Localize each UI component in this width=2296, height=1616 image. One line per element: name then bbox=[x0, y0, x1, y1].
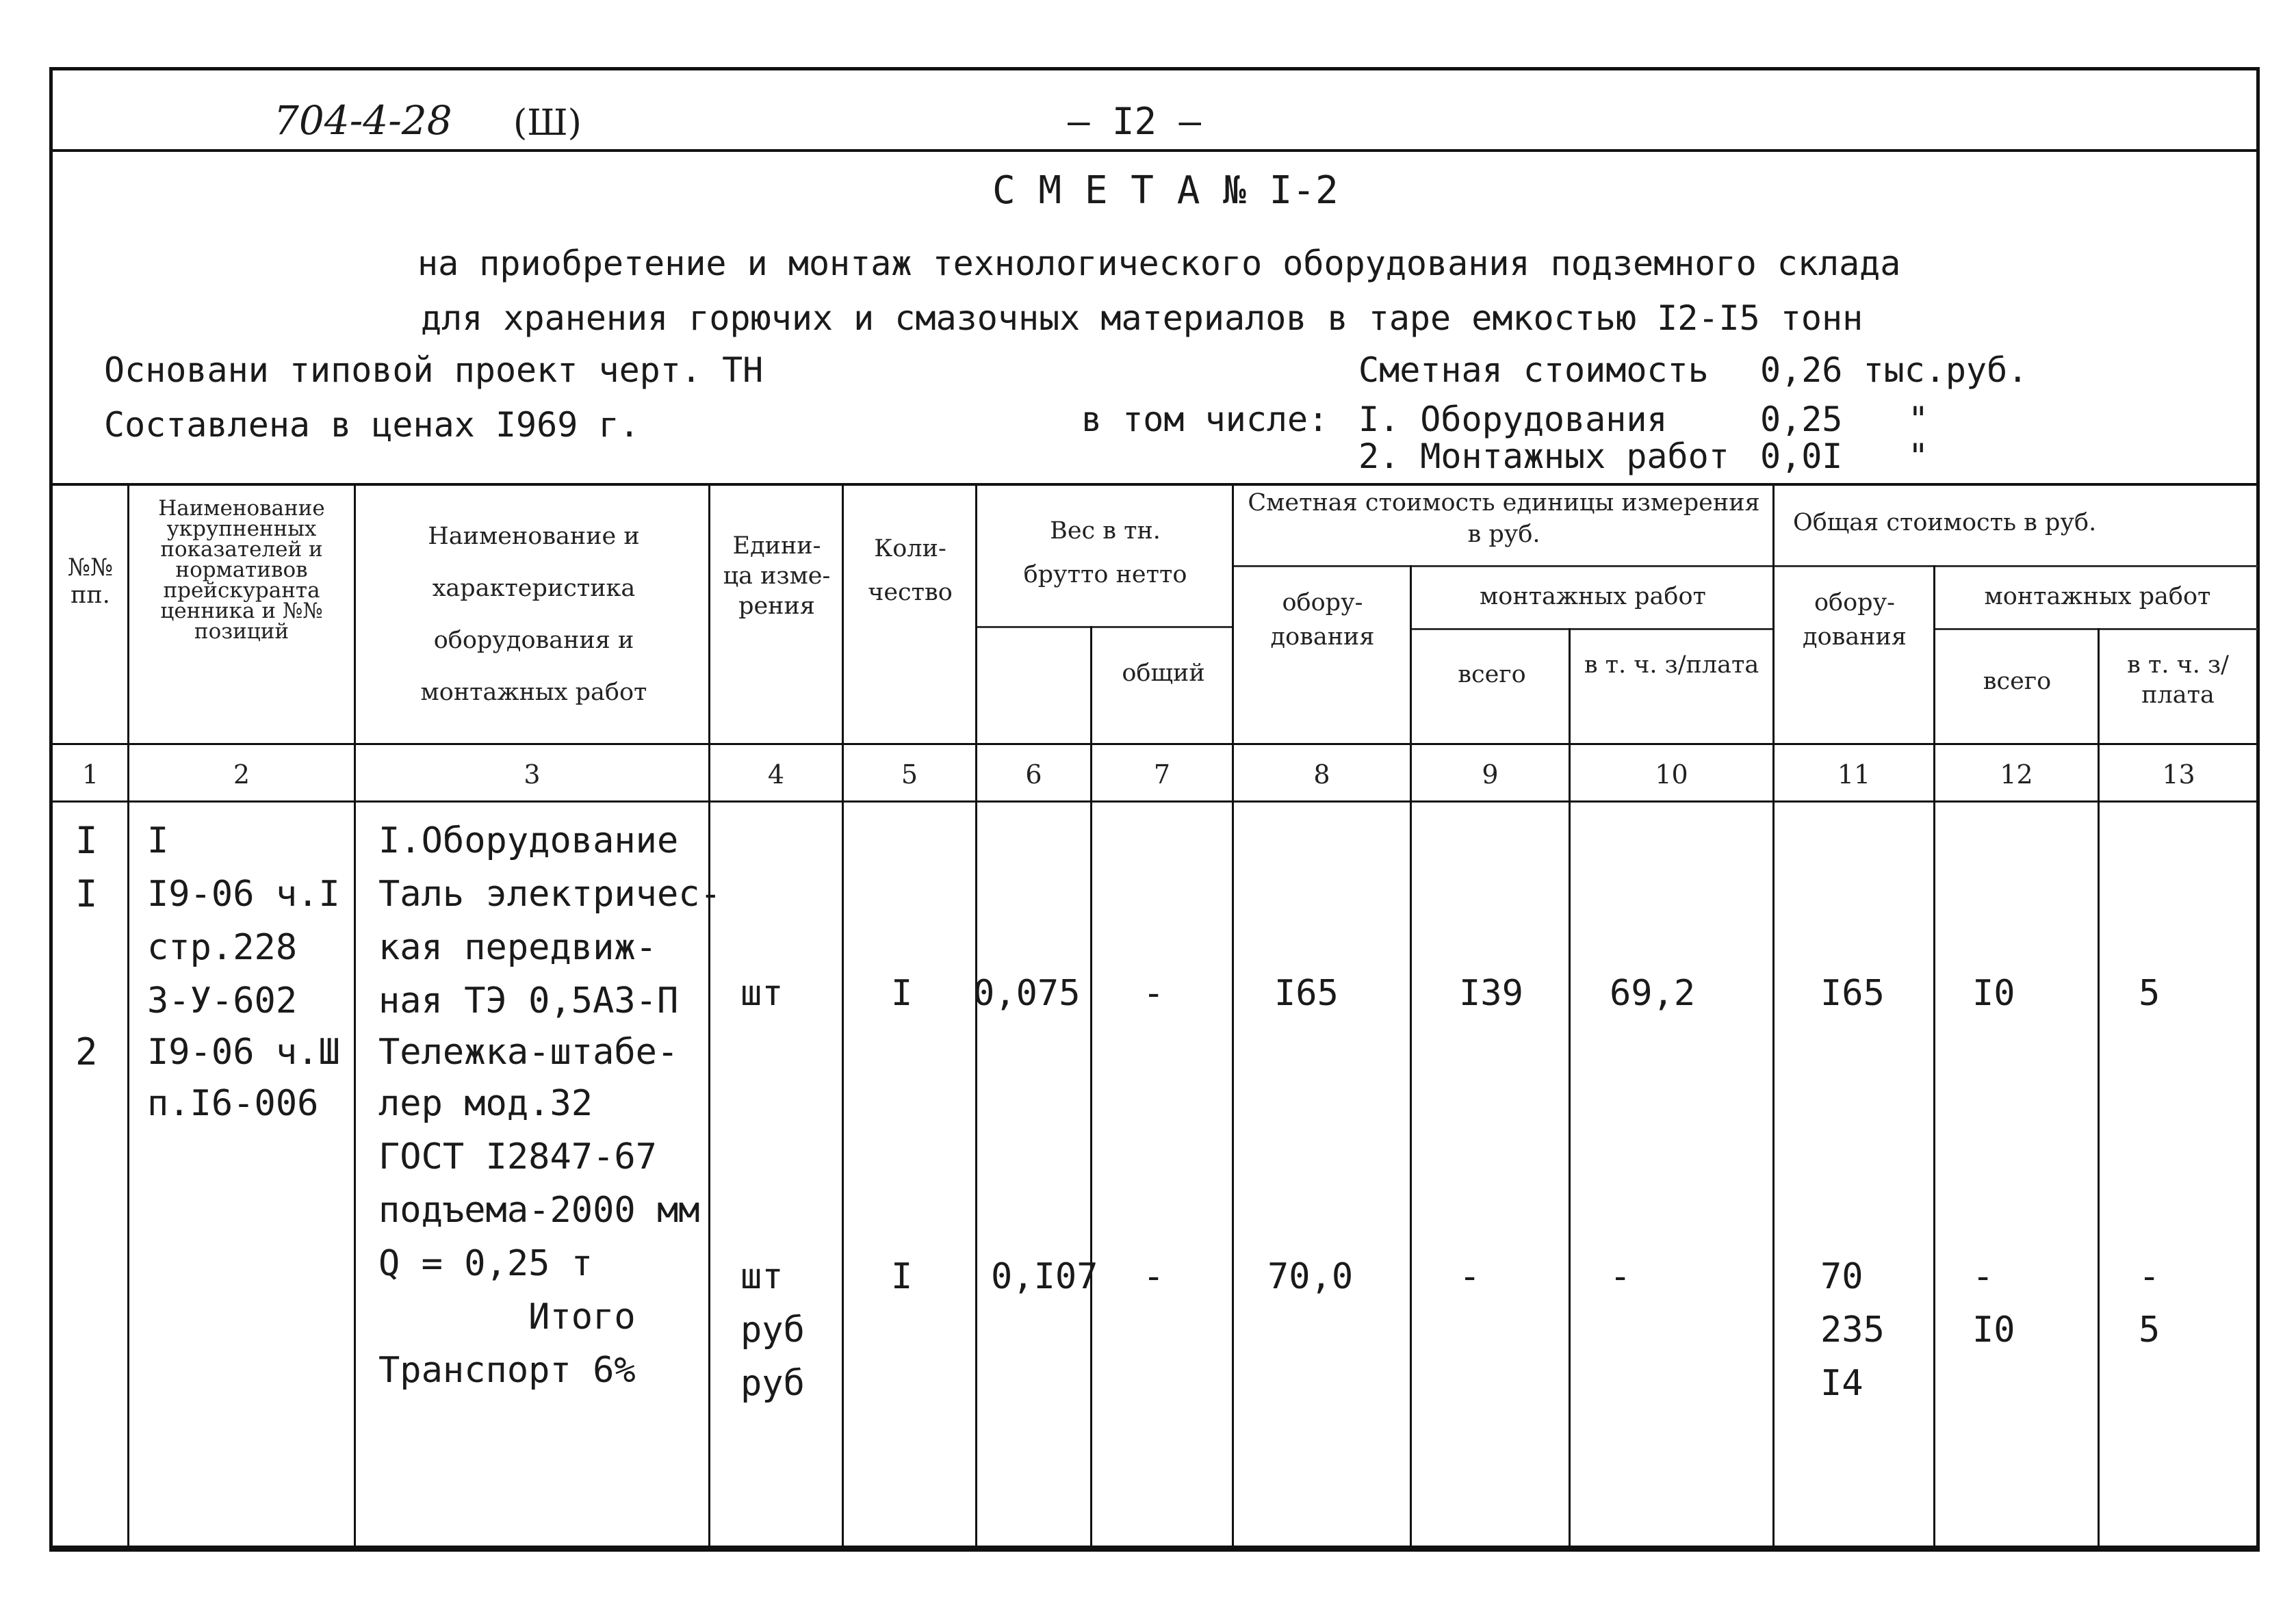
column-divider bbox=[127, 483, 129, 1549]
list-item: I bbox=[75, 872, 98, 915]
page-number: — I2 — bbox=[1068, 100, 1202, 143]
cost-item-equipment-value: 0,25 bbox=[1760, 400, 1843, 439]
table-line bbox=[1933, 628, 2258, 630]
list-item: п.I6-006 bbox=[147, 1083, 319, 1124]
header-mounting-2: монтажных работ bbox=[1984, 583, 2211, 610]
cost-item-mounting-value: 0,0I bbox=[1760, 436, 1843, 476]
row2-unit: шт bbox=[740, 1256, 784, 1297]
table-line bbox=[1410, 628, 1772, 630]
column-number: 9 bbox=[1482, 759, 1499, 790]
header-col-4: Едини- ца изме- рения bbox=[723, 532, 831, 620]
cost-total-value: 0,26 тыс.руб. bbox=[1760, 350, 2028, 390]
list-item: Таль электричес- bbox=[378, 874, 721, 915]
subtitle-line-1: на приобретение и монтаж технологического оборудования подземного склада bbox=[417, 244, 1901, 283]
subtitle-line-2: для хранения горючих и смазочных материалов в таре емкостью I2-I5 тонн bbox=[421, 298, 1863, 338]
header-col-11: обору- дования bbox=[1803, 589, 1907, 651]
cost-item-equipment-label: I. Оборудования bbox=[1358, 400, 1668, 439]
list-item: ная ТЭ 0,5А3-П bbox=[378, 980, 679, 1021]
header-col-3: Наименование и характеристика оборудования и монтажных работ bbox=[420, 523, 647, 706]
column-number: 7 bbox=[1153, 759, 1171, 790]
table-line bbox=[51, 743, 2258, 745]
list-item: ГОСТ I2847-67 bbox=[378, 1136, 657, 1177]
row1-unit-equipment: I65 bbox=[1274, 973, 1339, 1014]
document-title: С М Е Т А № I-2 bbox=[992, 168, 1339, 213]
column-number: 2 bbox=[233, 759, 250, 790]
total-mounting-wages: 5 bbox=[2139, 1309, 2160, 1351]
list-item: лер мод.32 bbox=[378, 1083, 593, 1124]
column-divider bbox=[1933, 565, 1935, 1549]
row2-weight-total: - bbox=[1143, 1256, 1165, 1297]
list-item: Тележка-штабе- bbox=[378, 1032, 679, 1073]
row1-unit: шт bbox=[740, 973, 784, 1014]
column-number: 6 bbox=[1025, 759, 1042, 790]
row2-unit-equipment: 70,0 bbox=[1267, 1256, 1354, 1297]
row1-total-mounting: I0 bbox=[1972, 973, 2015, 1014]
header-col-13: в т. ч. з/плата bbox=[2127, 651, 2229, 709]
column-number: 10 bbox=[1655, 759, 1688, 790]
header-col-12: всего bbox=[1983, 668, 2052, 695]
table-line bbox=[1232, 565, 1772, 567]
total-unit: руб bbox=[740, 1309, 805, 1351]
column-divider bbox=[1232, 483, 1234, 1549]
doc-part: (Ш) bbox=[513, 103, 582, 144]
header-col-1: №№ пп. bbox=[67, 554, 114, 609]
header-mounting: монтажных работ bbox=[1480, 583, 1706, 610]
header-unit-cost: Сметная стоимость единицы измерения в руб. bbox=[1248, 489, 1760, 548]
row1-quantity: I bbox=[891, 973, 913, 1014]
header-col-2: Наименование укрупненных показателей и нормативов прейскуранта ценника и №№ позиций bbox=[158, 496, 325, 644]
total-mounting: I0 bbox=[1972, 1309, 2015, 1351]
column-divider bbox=[1410, 565, 1412, 1549]
total-equipment: 235 bbox=[1820, 1309, 1885, 1351]
list-item: I9-06 ч.I bbox=[147, 874, 340, 915]
list-item: стр.228 bbox=[147, 927, 298, 968]
row2-unit-mounting-total: - bbox=[1459, 1256, 1481, 1297]
header-col-8: обору- дования bbox=[1270, 589, 1375, 651]
column-number: 8 bbox=[1313, 759, 1330, 790]
body-col-2 bbox=[147, 814, 340, 1130]
column-divider bbox=[975, 483, 977, 1549]
cost-item-equipment-mark: " bbox=[1908, 400, 1929, 439]
column-number: 13 bbox=[2162, 759, 2195, 790]
column-number: 5 bbox=[901, 759, 918, 790]
list-item bbox=[75, 921, 98, 974]
list-item: кая передвиж- bbox=[378, 927, 657, 968]
row1-weight-net: 0,075 bbox=[973, 973, 1081, 1014]
row2-unit-mounting-wages: - bbox=[1610, 1256, 1631, 1297]
list-item: I bbox=[147, 820, 169, 861]
row1-total-equipment: I65 bbox=[1820, 973, 1885, 1014]
list-item bbox=[75, 974, 98, 1028]
header-col-9: всего bbox=[1458, 661, 1526, 688]
list-item: подъема-2000 мм bbox=[378, 1190, 700, 1231]
column-number: 12 bbox=[2000, 759, 2033, 790]
table-line bbox=[975, 626, 1232, 628]
table-line bbox=[1772, 565, 2258, 567]
row1-unit-mounting-total: I39 bbox=[1459, 973, 1523, 1014]
cost-item-mounting-mark: " bbox=[1908, 436, 1929, 476]
header-weight-sub: брутто нетто bbox=[1023, 561, 1187, 588]
transport-unit: руб bbox=[740, 1363, 805, 1404]
row2-total-mounting: - bbox=[1972, 1256, 1994, 1297]
table-line bbox=[51, 800, 2258, 803]
basis-line: Основани типовой проект черт. ТН bbox=[104, 350, 764, 390]
row2-weight-net: 0,I07 bbox=[991, 1256, 1098, 1297]
body-col-3 bbox=[378, 814, 721, 1397]
compiled-line: Составлена в ценах I969 г. bbox=[104, 405, 640, 445]
doc-code: 704-4-28 bbox=[274, 97, 452, 144]
column-divider bbox=[842, 483, 844, 1549]
column-divider bbox=[354, 483, 356, 1549]
header-weight: Вес в тн. bbox=[1050, 517, 1161, 545]
cost-item-mounting-label: 2. Монтажных работ bbox=[1358, 436, 1729, 476]
column-number: 3 bbox=[524, 759, 541, 790]
row2-total-mounting-wages: - bbox=[2139, 1256, 2160, 1297]
header-total-cost: Общая стоимость в руб. bbox=[1793, 509, 2097, 536]
including-label: в том числе: bbox=[1081, 400, 1329, 439]
column-number: 11 bbox=[1837, 759, 1871, 790]
column-number: 4 bbox=[767, 759, 785, 790]
row2-quantity: I bbox=[891, 1256, 913, 1297]
header-col-10: в т. ч. з/плата bbox=[1584, 651, 1759, 679]
cost-total-label: Сметная стоимость bbox=[1358, 350, 1709, 390]
header-col-7: общий bbox=[1122, 660, 1205, 687]
row1-unit-mounting-wages: 69,2 bbox=[1610, 973, 1696, 1014]
row2-total-equipment: 70 bbox=[1820, 1256, 1863, 1297]
column-number: 1 bbox=[81, 759, 99, 790]
list-item: I9-06 ч.Ш bbox=[147, 1032, 340, 1073]
list-item: 3-У-602 bbox=[147, 980, 298, 1021]
list-item: I bbox=[75, 819, 98, 862]
table-top-border bbox=[51, 483, 2258, 486]
header-divider bbox=[51, 149, 2258, 152]
list-item: Транспорт 6% bbox=[378, 1350, 636, 1391]
list-item: Итого bbox=[378, 1296, 636, 1338]
list-item: Q = 0,25 т bbox=[378, 1243, 593, 1284]
body-col-1 bbox=[75, 814, 98, 1077]
list-item: 2 bbox=[75, 1030, 98, 1073]
row1-total-mounting-wages: 5 bbox=[2139, 973, 2160, 1014]
row1-weight-total: - bbox=[1143, 973, 1165, 1014]
list-item: I.Оборудование bbox=[378, 820, 679, 861]
column-divider bbox=[1772, 483, 1775, 1549]
header-col-5: Коли- чество bbox=[868, 535, 953, 606]
transport-equipment: I4 bbox=[1820, 1363, 1863, 1404]
